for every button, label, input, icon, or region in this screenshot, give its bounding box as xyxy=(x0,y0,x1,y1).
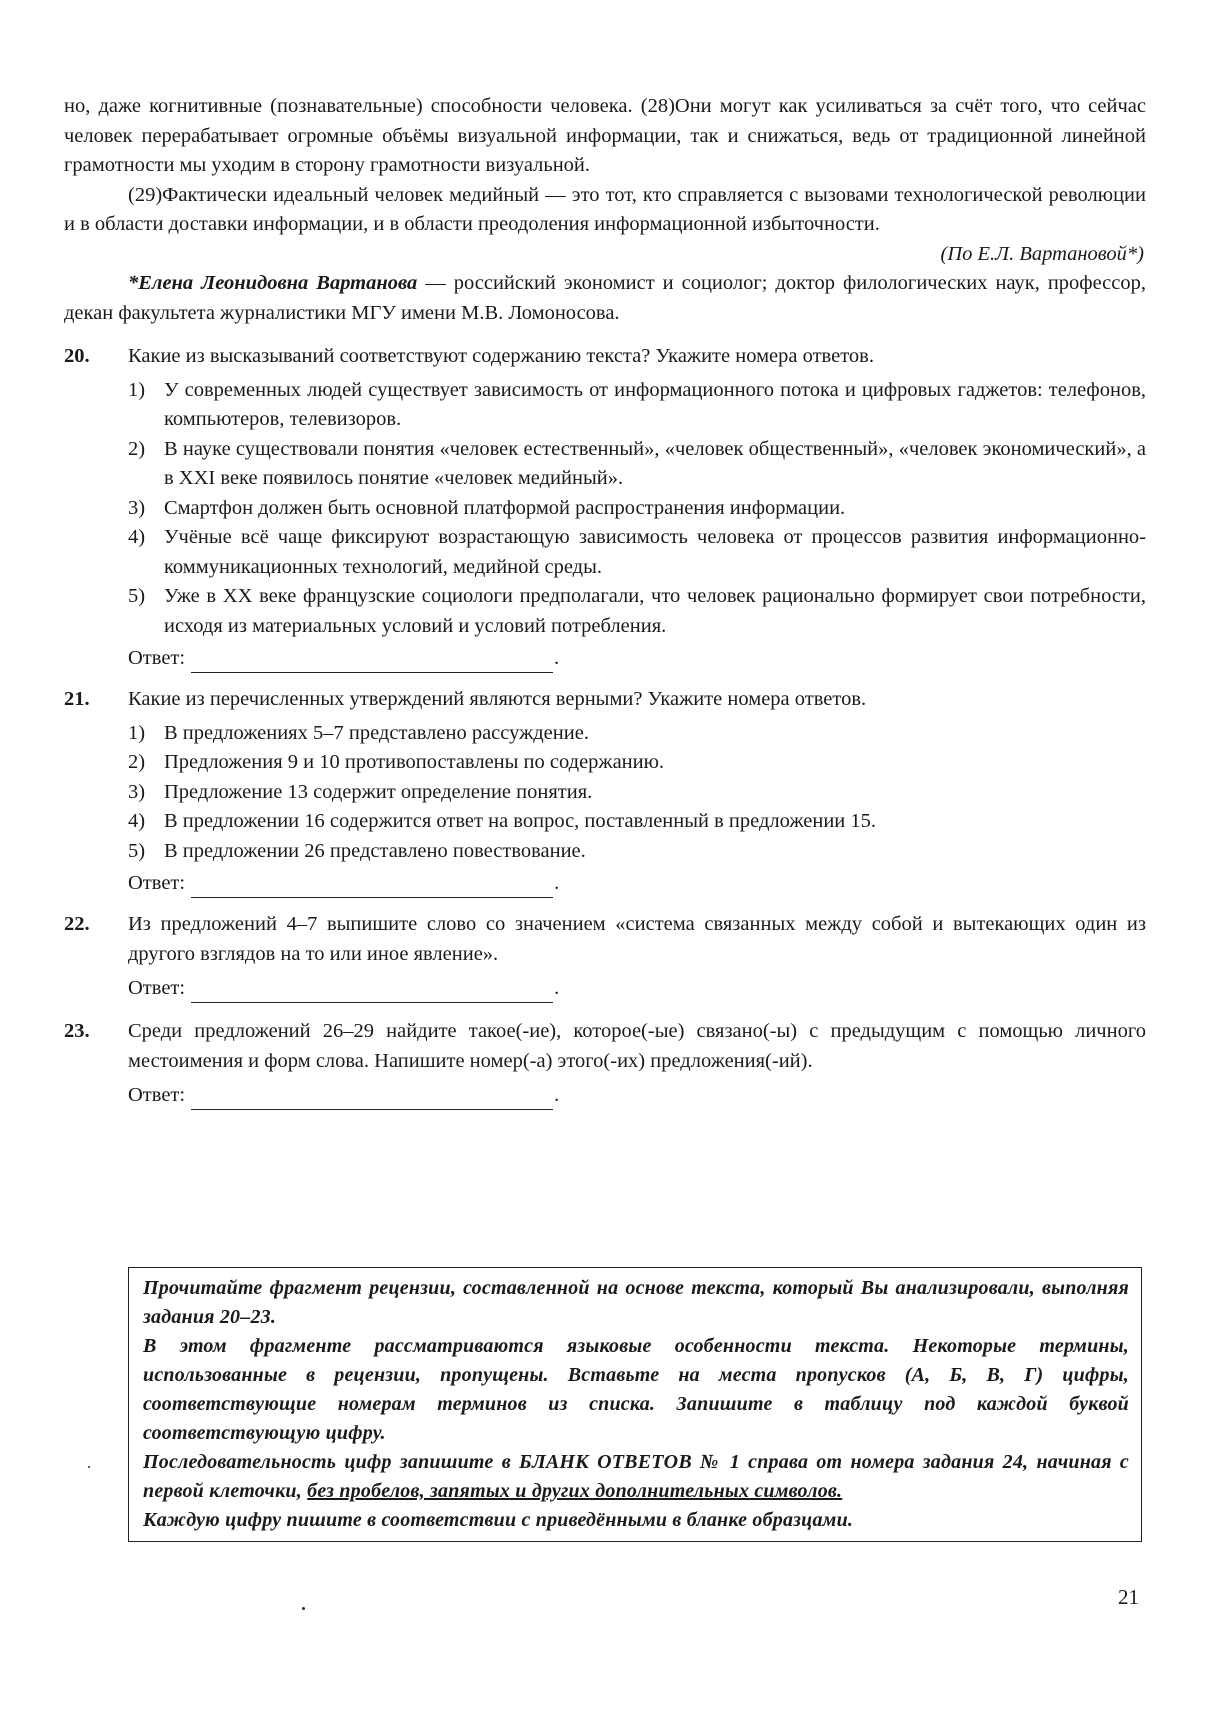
instruction-paragraph-4: Каждую цифру пишите в соответствии с приведёнными в бланке образцами. xyxy=(143,1509,854,1531)
author-footnote xyxy=(64,269,1146,328)
option-number: 1) xyxy=(128,378,146,401)
task-question: Из предложений 4–7 выпишите слово со значением «система связанных между собой и вытекающих один из другого взглядов на то или иное явление». xyxy=(128,913,1146,965)
instruction-paragraph-3 xyxy=(143,1448,1129,1506)
answer-blank[interactable] xyxy=(191,650,553,673)
instruction-paragraph-2: В этом фрагменте рассматриваются языковые особенности текста. Некоторые термины, использованные в рецензии, пропущены. Вставьте на места пропусков (А, Б, В, Г) цифры, соответствующие номерам терминов из списка. Запишите в таблицу под каждой буквой соответствующую цифру. xyxy=(143,1335,1129,1444)
option-text: В предложениях 5–7 представлено рассуждение. xyxy=(164,721,589,744)
answer-row xyxy=(128,973,1146,1003)
answer-blank[interactable] xyxy=(191,1087,553,1110)
option-text: Предложение 13 содержит определение понятия. xyxy=(164,780,593,803)
instruction-paragraph-3-start: Последовательность цифр запишите в БЛАНК ОТВЕТОВ № 1 справа от номера задания 24, начиная с первой клеточки, xyxy=(143,1451,1129,1502)
task-question: Какие из перечисленных утверждений являются верными? Укажите номера ответов. xyxy=(128,688,867,710)
task-number: 21. xyxy=(64,688,90,710)
answer-period: . xyxy=(554,1083,560,1106)
answer-label: Ответ: xyxy=(128,976,186,999)
option-text: В предложении 16 содержится ответ на вопрос, поставленный в предложении 15. xyxy=(164,810,877,832)
option-item xyxy=(128,494,1146,524)
task-23 xyxy=(64,1017,1146,1110)
option-number: 4) xyxy=(128,526,146,548)
option-item xyxy=(128,837,1146,867)
option-item xyxy=(128,523,1146,582)
option-text: В науке существовали понятия «человек естественный», «человек общественный», «человек экономический», а в XXI веке появилось понятие «человек медийный». xyxy=(164,437,1146,489)
option-item xyxy=(128,748,1146,778)
task-number: 23. xyxy=(64,1020,90,1042)
option-text: В предложении 26 представлено повествование. xyxy=(164,839,586,862)
option-number: 5) xyxy=(128,585,146,607)
footnote-author-name: *Елена Леонидовна Вартанова xyxy=(128,272,418,294)
task-number: 20. xyxy=(64,345,90,367)
answer-row xyxy=(128,868,1146,898)
option-item xyxy=(128,435,1146,494)
instruction-underlined-note: без пробелов, запятых и других дополнительных символов. xyxy=(307,1480,843,1502)
option-number: 4) xyxy=(128,810,146,832)
option-number: 1) xyxy=(128,721,146,744)
option-number: 3) xyxy=(128,496,146,519)
page-number: 21 xyxy=(1118,1585,1139,1609)
intro-paragraph-2: (29)Фактически идеальный человек медийный — это тот, кто справляется с вызовами технологической революции и в области доставки информации, и в области преодоления информационной избыточности. xyxy=(64,183,1146,235)
task-22 xyxy=(64,910,1146,1003)
task-number: 22. xyxy=(64,913,90,935)
option-text: Учёные всё чаще фиксируют возрастающую зависимость человека от процессов развития информационно-коммуникационных технологий, медийной среды. xyxy=(164,526,1146,578)
answer-row xyxy=(128,1080,1146,1110)
task-question: Какие из высказываний соответствуют содержанию текста? Укажите номера ответов. xyxy=(128,345,874,367)
answer-period: . xyxy=(554,976,560,999)
answer-label: Ответ: xyxy=(128,871,186,894)
task-21 xyxy=(64,685,1146,898)
answer-row xyxy=(128,643,1146,673)
intro-paragraph-1: но, даже когнитивные (познавательные) способности человека. (28)Они могут как усиливаться за счёт того, что сейчас человек перерабатывает огромные объёмы визуальной информации, так и снижаться, ведь от традиционной линейной грамотности мы уходим в сторону грамотности визуальной. xyxy=(64,95,1146,176)
footnote-text: — российский экономист и социолог; доктор филологических наук, профессор, декан факультета журналистики МГУ имени М.В. Ломоносова. xyxy=(64,272,1147,324)
answer-options xyxy=(128,376,1146,642)
option-item xyxy=(128,582,1146,641)
answer-options xyxy=(128,719,1146,867)
option-number: 5) xyxy=(128,839,146,862)
option-number: 3) xyxy=(128,780,146,803)
task-20 xyxy=(64,342,1146,673)
option-number: 2) xyxy=(128,437,146,460)
answer-label: Ответ: xyxy=(128,1083,186,1106)
option-text: Смартфон должен быть основной платформой распространения информации. xyxy=(164,496,846,519)
source-attribution: (По Е.Л. Вартановой*) xyxy=(940,242,1144,265)
instruction-box xyxy=(128,1267,1142,1542)
scan-speck xyxy=(302,1607,305,1610)
answer-period: . xyxy=(554,871,560,894)
option-text: У современных людей существует зависимость от информационного потока и цифровых гаджетов: телефонов, компьютеров, телевизоров. xyxy=(164,378,1146,430)
answer-label: Ответ: xyxy=(128,646,186,669)
exam-page xyxy=(64,92,1146,1110)
option-text: Уже в XX веке французские социологи предполагали, что человек рационально формирует свои потребности, исходя из материальных условий и условий потребления. xyxy=(164,585,1146,637)
option-item xyxy=(128,807,1146,837)
option-item xyxy=(128,778,1146,808)
instruction-paragraph-1: Прочитайте фрагмент рецензии, составленной на основе текста, который Вы анализировали, выполняя задания 20–23. xyxy=(143,1277,1129,1328)
answer-period: . xyxy=(554,646,560,669)
option-item xyxy=(128,376,1146,435)
task-question: Среди предложений 26–29 найдите такое(-ие), которое(-ые) связано(-ы) с предыдущим с помощью личного местоимения и форм слова. Напишите номер(-а) этого(-их) предложения(-ий). xyxy=(128,1020,1146,1072)
option-number: 2) xyxy=(128,751,146,773)
option-text: Предложения 9 и 10 противопоставлены по содержанию. xyxy=(164,751,665,773)
answer-blank[interactable] xyxy=(191,875,553,898)
answer-blank[interactable] xyxy=(191,980,553,1003)
scan-speck xyxy=(88,1466,90,1468)
option-item xyxy=(128,719,1146,749)
